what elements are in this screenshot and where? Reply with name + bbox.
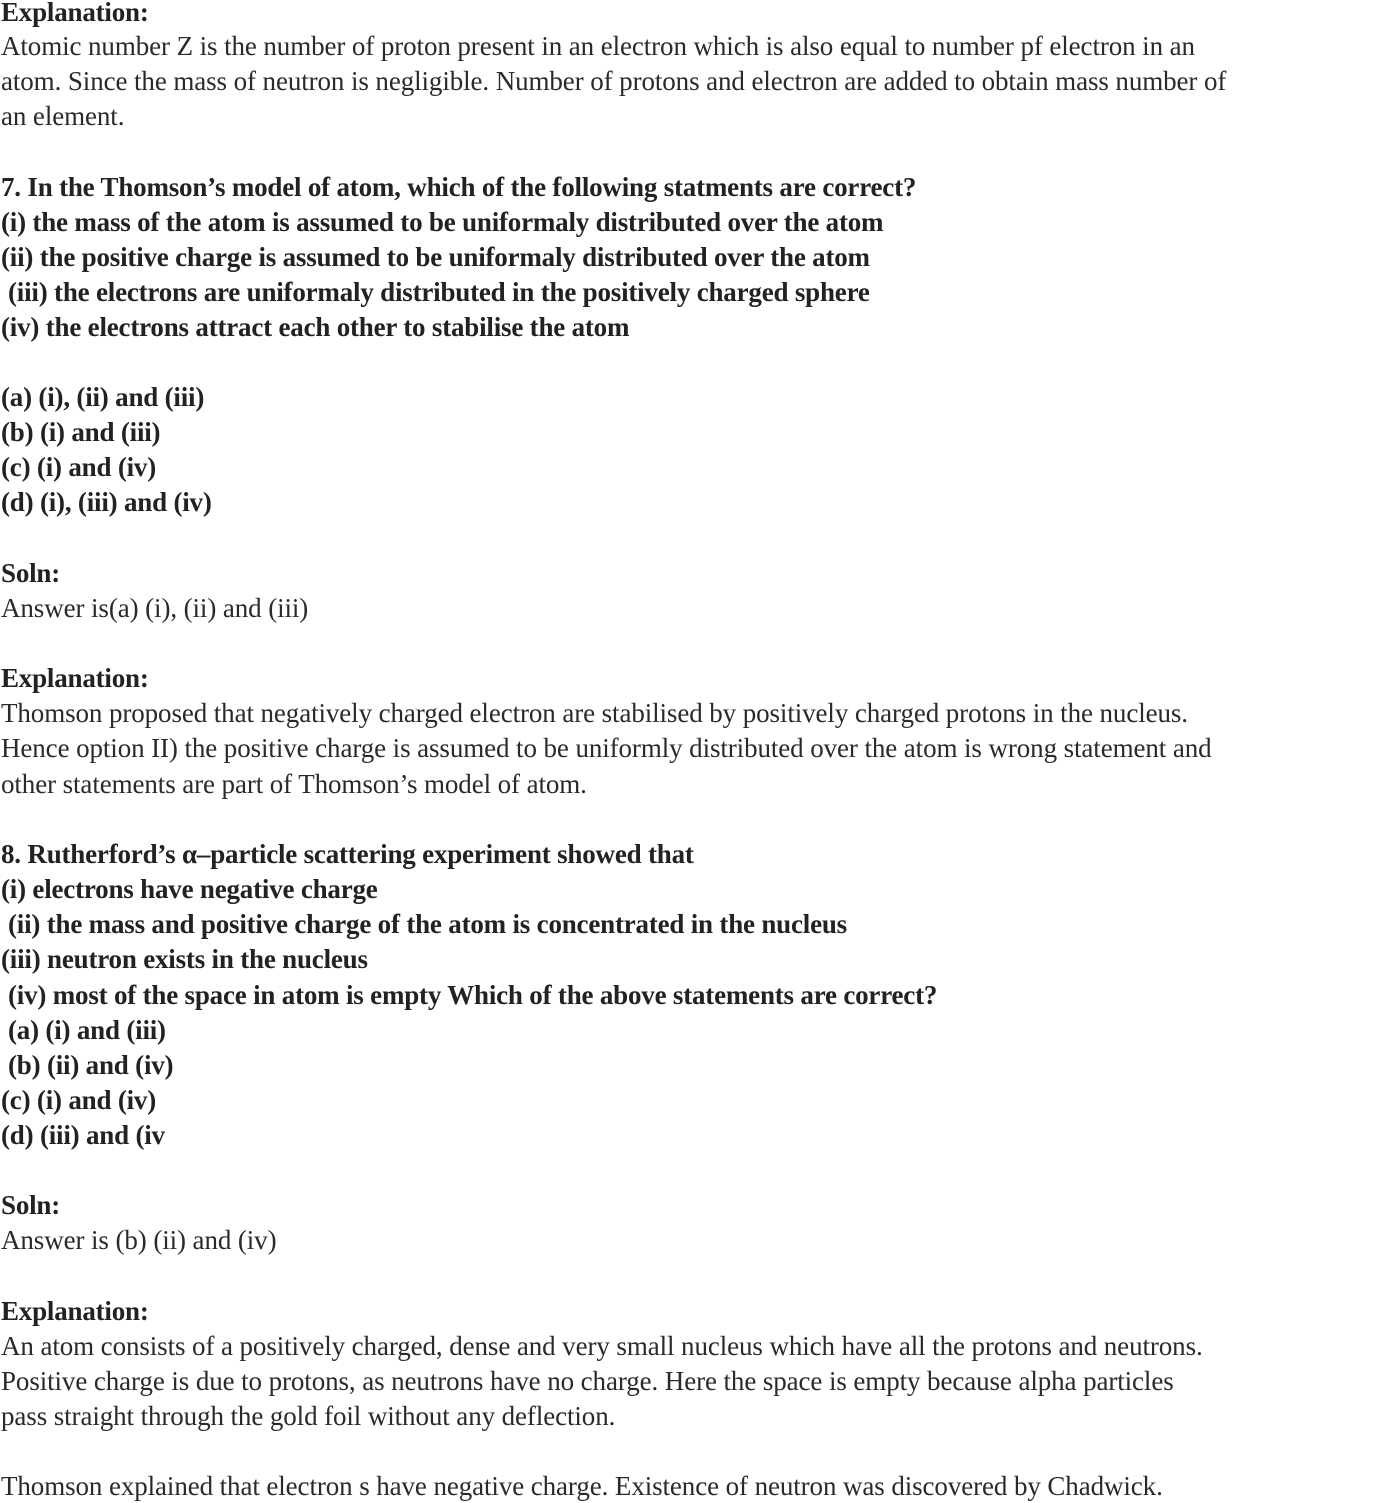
question-8-prompt: 8. Rutherford’s α–particle scattering experiment showed that: [1, 839, 694, 869]
question-7-explanation-line: other statements are part of Thomson’s model of atom.: [1, 769, 587, 799]
question-8-statement-ii: (ii) the mass and positive charge of the atom is concentrated in the nucleus: [8, 909, 847, 939]
question-7-statement-iii: (iii) the electrons are uniformaly distributed in the positively charged sphere: [8, 277, 870, 307]
question-8-option-b: (b) (ii) and (iv): [8, 1050, 174, 1080]
question-7-soln-heading: Soln:: [1, 558, 61, 588]
question-8-explanation-line: An atom consists of a positively charged, dense and very small nucleus which have all the protons and neutrons.: [1, 1331, 1203, 1361]
question-8-option-c: (c) (i) and (iv): [1, 1085, 157, 1115]
explanation-line: Atomic number Z is the number of proton present in an electron which is also equal to number pf electron in an: [1, 31, 1195, 61]
question-7-explanation-line: Thomson proposed that negatively charged electron are stabilised by positively charged protons in the nucleus.: [1, 698, 1188, 728]
question-8-option-d: (d) (iii) and (iv: [1, 1120, 165, 1150]
question-7-statement-iv: (iv) the electrons attract each other to stabilise the atom: [1, 312, 630, 342]
question-8-option-a: (a) (i) and (iii): [8, 1015, 166, 1045]
explanation-line: an element.: [1, 101, 125, 131]
question-8-closing-line: Thomson explained that electron s have negative charge. Existence of neutron was discovered by Chadwick.: [1, 1471, 1163, 1501]
question-7-explanation-line: Hence option II) the positive charge is assumed to be uniformly distributed over the atom is wrong statement and: [1, 733, 1212, 763]
question-7-option-c: (c) (i) and (iv): [1, 452, 157, 482]
question-7-option-d: (d) (i), (iii) and (iv): [1, 487, 212, 517]
question-8-answer: Answer is (b) (ii) and (iv): [1, 1225, 277, 1255]
question-7-answer: Answer is(a) (i), (ii) and (iii): [1, 593, 309, 623]
explanation-heading: Explanation:: [1, 0, 149, 27]
question-7-option-a: (a) (i), (ii) and (iii): [1, 382, 205, 412]
question-7-statement-ii: (ii) the positive charge is assumed to be uniformaly distributed over the atom: [1, 242, 870, 272]
question-8-statement-iii: (iii) neutron exists in the nucleus: [1, 944, 368, 974]
question-8-soln-heading: Soln:: [1, 1190, 61, 1220]
question-8-explanation-heading: Explanation:: [1, 1296, 149, 1326]
question-7-explanation-heading: Explanation:: [1, 663, 149, 693]
explanation-line: atom. Since the mass of neutron is negligible. Number of protons and electron are added to obtain mass number of: [1, 66, 1227, 96]
question-8-explanation-line: Positive charge is due to protons, as neutrons have no charge. Here the space is empty because alpha particles: [1, 1366, 1174, 1396]
question-7-statement-i: (i) the mass of the atom is assumed to be uniformaly distributed over the atom: [1, 207, 884, 237]
question-7-prompt: 7. In the Thomson’s model of atom, which of the following statments are correct?: [1, 172, 917, 202]
question-8-statement-i: (i) electrons have negative charge: [1, 874, 378, 904]
question-7-option-b: (b) (i) and (iii): [1, 417, 161, 447]
question-8-statement-iv: (iv) most of the space in atom is empty Which of the above statements are correct?: [8, 980, 938, 1010]
question-8-explanation-line: pass straight through the gold foil without any deflection.: [1, 1401, 616, 1431]
